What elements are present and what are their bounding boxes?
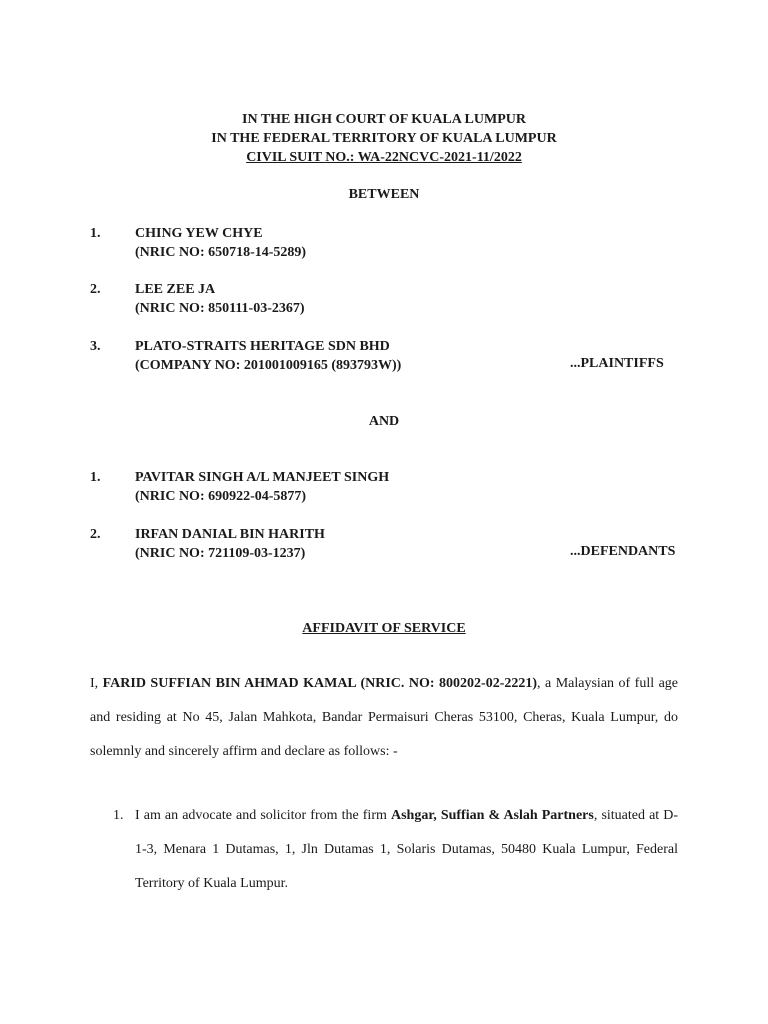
defendant-1-name: PAVITAR SINGH A/L MANJEET SINGH — [135, 470, 390, 485]
affidavit-title-text: AFFIDAVIT OF SERVICE — [302, 621, 466, 636]
court-line-2: IN THE FEDERAL TERRITORY OF KUALA LUMPUR — [211, 131, 557, 146]
paragraph-1-rest: , situated at D-1-3, Menara 1 Dutamas, 1, Jln Dutamas 1, Solaris Dutamas, 50480 Kuala Lumpur, Federal Territory of Kuala Lumpur. — [135, 808, 679, 891]
suit-number-text: CIVIL SUIT NO.: WA-22NCVC-2021-11/2022 — [246, 150, 522, 165]
plaintiff-2-number: 2. — [90, 282, 101, 297]
intro-prefix: I, — [90, 676, 103, 691]
plaintiff-3-name: PLATO-STRAITS HERITAGE SDN BHD — [135, 339, 390, 354]
defendant-2-number: 2. — [90, 527, 101, 542]
defendant-2-name: IRFAN DANIAL BIN HARITH — [135, 527, 325, 542]
plaintiff-3-id: (COMPANY NO: 201001009165 (893793W)) — [135, 358, 402, 373]
suit-number — [0, 149, 768, 167]
and-heading: AND — [368, 414, 400, 429]
between-heading: BETWEEN — [348, 187, 420, 202]
intro-rest: , a Malaysian of full age and residing at No 45, Jalan Mahkota, Bandar Permaisuri Cheras 53100, Cheras, Kuala Lumpur, do solemnly and sincerely affirm and declare as follows: - — [90, 676, 679, 759]
paragraph-1-prefix: I am an advocate and solicitor from the firm — [135, 808, 391, 823]
defendant-1-id: (NRIC NO: 690922-04-5877) — [135, 489, 307, 504]
affidavit-title — [0, 620, 768, 638]
deponent-name: FARID SUFFIAN BIN AHMAD KAMAL (NRIC. NO: 800202-02-2221) — [102, 676, 538, 691]
court-line-1: IN THE HIGH COURT OF KUALA LUMPUR — [242, 112, 526, 127]
plaintiff-2-id: (NRIC NO: 850111-03-2367) — [135, 301, 305, 316]
plaintiff-3-number: 3. — [90, 339, 101, 354]
plaintiff-2-name: LEE ZEE JA — [135, 282, 216, 297]
defendants-label: ...DEFENDANTS — [570, 544, 676, 559]
paragraph-1-number: 1. — [113, 808, 124, 823]
plaintiffs-label: ...PLAINTIFFS — [570, 356, 664, 371]
plaintiff-1-name: CHING YEW CHYE — [135, 226, 263, 241]
defendant-1-number: 1. — [90, 470, 101, 485]
plaintiff-1-number: 1. — [90, 226, 101, 241]
plaintiff-1-id: (NRIC NO: 650718-14-5289) — [135, 245, 307, 260]
firm-name: Ashgar, Suffian & Aslah Partners — [390, 808, 594, 823]
intro-paragraph — [90, 667, 678, 769]
paragraph-1 — [135, 799, 678, 901]
defendant-2-id: (NRIC NO: 721109-03-1237) — [135, 546, 306, 561]
